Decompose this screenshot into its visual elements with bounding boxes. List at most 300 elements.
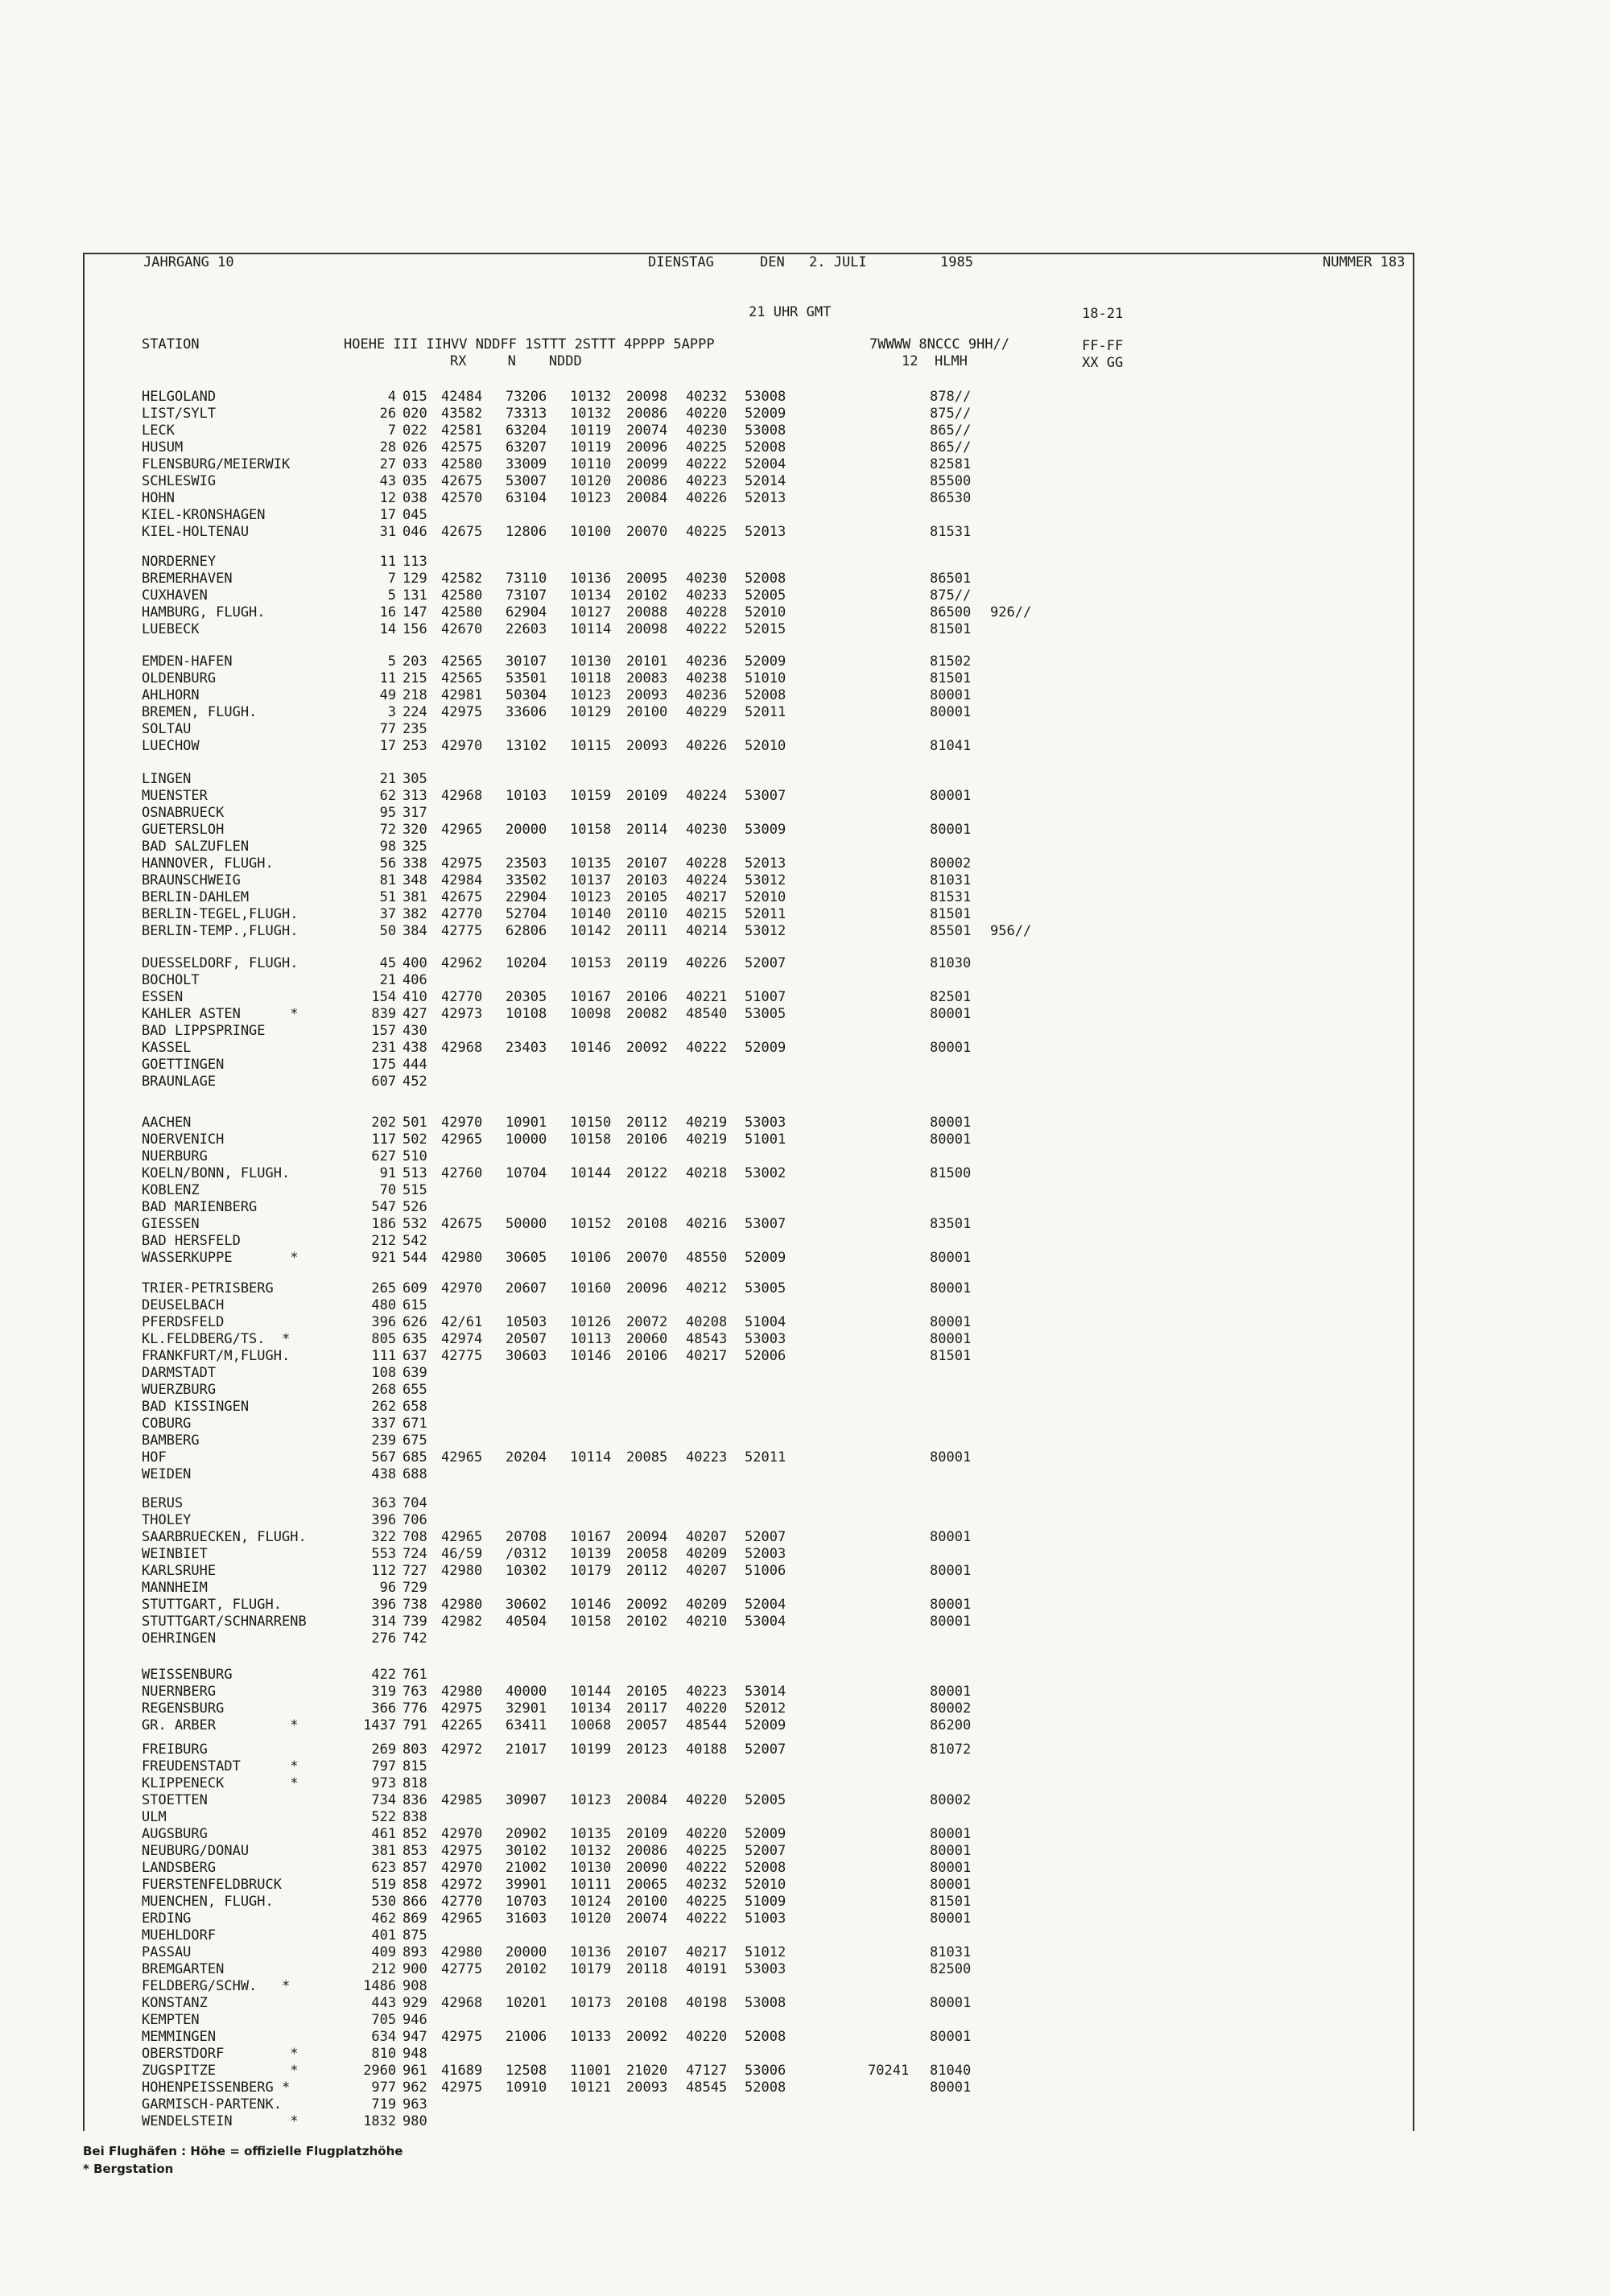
station-value: 269 — [371, 1742, 397, 1758]
station-value: 791 — [402, 1717, 427, 1733]
station-name: KIEL-HOLTENAU — [142, 524, 250, 540]
station-value: 20110 — [626, 906, 668, 922]
station-value: 10119 — [570, 423, 612, 439]
station-value: 80001 — [930, 1115, 972, 1131]
station-value: 10135 — [570, 1826, 612, 1842]
station-value: 10113 — [570, 1331, 612, 1347]
station-value: 265 — [371, 1280, 397, 1296]
station-value: 42581 — [441, 423, 483, 439]
station-value: 49 — [379, 687, 397, 703]
station-value: 547 — [371, 1199, 397, 1215]
station-value: 396 — [371, 1597, 397, 1613]
station-value: 10130 — [570, 1860, 612, 1876]
station-value: 20123 — [626, 1742, 668, 1758]
station-name: KARLSRUHE — [142, 1563, 217, 1579]
station-name: COBURG — [142, 1416, 192, 1432]
station-value: 10103 — [506, 788, 547, 804]
station-value: 42975 — [441, 1700, 483, 1717]
station-value: 111 — [371, 1348, 397, 1364]
station-value: 46/59 — [441, 1546, 483, 1562]
station-value: 218 — [402, 687, 427, 703]
station-value: 10106 — [570, 1250, 612, 1266]
station-value: 53005 — [745, 1280, 786, 1296]
station-value: 20112 — [626, 1563, 668, 1579]
station-value: 52009 — [745, 406, 786, 422]
station-value: 86530 — [930, 490, 972, 506]
station-value: 40198 — [686, 1995, 728, 2011]
station-value: 839 — [371, 1006, 397, 1022]
station-value: 20093 — [626, 738, 668, 754]
station-value: 52011 — [745, 1449, 786, 1465]
station-value: 52014 — [745, 473, 786, 489]
station-value: 53007 — [745, 1216, 786, 1232]
station-value: 11001 — [570, 2063, 612, 2079]
station-value: 900 — [402, 1961, 427, 1977]
station-value: 615 — [402, 1297, 427, 1313]
station-value: 81531 — [930, 889, 972, 905]
station-value: 62 — [379, 788, 397, 804]
station-value: 20102 — [506, 1961, 547, 1977]
station-value: 20098 — [626, 389, 668, 405]
station-value: 2960 — [363, 2063, 397, 2079]
station-value: 70 — [379, 1182, 397, 1198]
station-value: 409 — [371, 1944, 397, 1960]
station-value: 857 — [402, 1860, 427, 1876]
station-value: 10129 — [570, 704, 612, 720]
station-name: PASSAU — [142, 1944, 192, 1960]
station-value: 30907 — [506, 1792, 547, 1808]
station-value: 609 — [402, 1280, 427, 1296]
station-value: 20708 — [506, 1529, 547, 1545]
station-value: 239 — [371, 1432, 397, 1449]
station-name: KONSTANZ — [142, 1995, 208, 2011]
station-name: GIESSEN — [142, 1216, 200, 1232]
station-value: 671 — [402, 1416, 427, 1432]
station-name: WENDELSTEIN * — [142, 2113, 299, 2129]
station-value: 10160 — [570, 1280, 612, 1296]
station-name: BAD HERSFELD — [142, 1233, 241, 1249]
station-value: 112 — [371, 1563, 397, 1579]
station-value: 131 — [402, 587, 427, 604]
station-value: 658 — [402, 1399, 427, 1415]
station-value: 40504 — [506, 1614, 547, 1630]
station-value: 853 — [402, 1843, 427, 1859]
station-value: 838 — [402, 1809, 427, 1825]
station-value: 20106 — [626, 1348, 668, 1364]
station-value: 10144 — [570, 1684, 612, 1700]
station-value: 980 — [402, 2113, 427, 2129]
station-value: 348 — [402, 872, 427, 888]
station-value: 23403 — [506, 1040, 547, 1056]
station-name: DEUSELBACH — [142, 1297, 225, 1313]
station-name: OLDENBURG — [142, 670, 217, 686]
station-value: 253 — [402, 738, 427, 754]
station-value: 80001 — [930, 1040, 972, 1056]
station-value: 212 — [371, 1961, 397, 1977]
station-value: 427 — [402, 1006, 427, 1022]
weekday: DIENSTAG — [648, 254, 714, 270]
station-value: 046 — [402, 524, 427, 540]
station-value: 40223 — [686, 1684, 728, 1700]
station-value: 53003 — [745, 1115, 786, 1131]
station-value: 42980 — [441, 1250, 483, 1266]
station-value: 52008 — [745, 439, 786, 455]
station-value: 40220 — [686, 406, 728, 422]
station-value: 40210 — [686, 1614, 728, 1630]
station-value: 42980 — [441, 1944, 483, 1960]
station-value: 40233 — [686, 587, 728, 604]
station-value: 81031 — [930, 1944, 972, 1960]
station-value: 20122 — [626, 1165, 668, 1181]
station-value: 10127 — [570, 604, 612, 620]
station-value: 80001 — [930, 1314, 972, 1330]
station-value: 21006 — [506, 2029, 547, 2045]
station-value: 10123 — [570, 687, 612, 703]
station-value: 52013 — [745, 524, 786, 540]
station-value: 80001 — [930, 704, 972, 720]
station-value: 381 — [402, 889, 427, 905]
station-value: 10108 — [506, 1006, 547, 1022]
station-value: 40226 — [686, 738, 728, 754]
station-value: 40229 — [686, 704, 728, 720]
station-value: 10901 — [506, 1115, 547, 1131]
station-value: 20108 — [626, 1995, 668, 2011]
station-name: BAMBERG — [142, 1432, 200, 1449]
station-value: 80001 — [930, 1826, 972, 1842]
station-value: 53002 — [745, 1165, 786, 1181]
station-value: 80001 — [930, 1614, 972, 1630]
station-name: BRAUNLAGE — [142, 1074, 217, 1090]
column-codes-sub: RX N NDDD — [450, 353, 582, 369]
station-value: 52008 — [745, 687, 786, 703]
station-value: 708 — [402, 1529, 427, 1545]
station-value: 40222 — [686, 1911, 728, 1927]
station-value: 42984 — [441, 872, 483, 888]
station-value: 42582 — [441, 571, 483, 587]
station-value: 48543 — [686, 1331, 728, 1347]
station-name: GOETTINGEN — [142, 1057, 225, 1073]
station-name: KOELN/BONN, FLUGH. — [142, 1165, 291, 1181]
station-name: FLENSBURG/MEIERWIK — [142, 456, 291, 472]
station-value: 045 — [402, 507, 427, 523]
station-value: 40219 — [686, 1132, 728, 1148]
station-value: 20092 — [626, 2029, 668, 2045]
station-value: 80001 — [930, 1006, 972, 1022]
station-value: 626 — [402, 1314, 427, 1330]
station-value: 42972 — [441, 1877, 483, 1893]
station-value: 627 — [371, 1148, 397, 1164]
station-value: 42565 — [441, 670, 483, 686]
station-value: 40217 — [686, 1944, 728, 1960]
station-value: 022 — [402, 423, 427, 439]
station-value: 729 — [402, 1580, 427, 1596]
station-value: 81030 — [930, 955, 972, 971]
station-value: 42981 — [441, 687, 483, 703]
station-value: 20099 — [626, 456, 668, 472]
station-value: 81501 — [930, 1894, 972, 1910]
station-value: 444 — [402, 1057, 427, 1073]
station-value: 026 — [402, 439, 427, 455]
station-value: 80001 — [930, 1911, 972, 1927]
station-value: 43582 — [441, 406, 483, 422]
station-value: 77 — [379, 721, 397, 737]
station-value: 10133 — [570, 2029, 612, 2045]
station-value: 40228 — [686, 604, 728, 620]
station-value: 400 — [402, 955, 427, 971]
station-name: WASSERKUPPE * — [142, 1250, 299, 1266]
station-name: KAHLER ASTEN * — [142, 1006, 299, 1022]
station-value: 95 — [379, 805, 397, 821]
station-value: 10199 — [570, 1742, 612, 1758]
station-name: BERLIN-TEMP.,FLUGH. — [142, 923, 299, 939]
station-value: 40222 — [686, 1040, 728, 1056]
station-value: 42675 — [441, 1216, 483, 1232]
station-value: 40232 — [686, 389, 728, 405]
station-value: 40224 — [686, 872, 728, 888]
station-name: BAD MARIENBERG — [142, 1199, 258, 1215]
station-value: 865// — [930, 423, 972, 439]
station-value: 20058 — [626, 1546, 668, 1562]
station-value: 42775 — [441, 923, 483, 939]
station-value: 20095 — [626, 571, 668, 587]
station-name: GR. ARBER * — [142, 1717, 299, 1733]
station-value: 382 — [402, 906, 427, 922]
station-value: 53003 — [745, 1961, 786, 1977]
station-value: 53008 — [745, 1995, 786, 2011]
station-name: LUECHOW — [142, 738, 200, 754]
station-value: 40207 — [686, 1529, 728, 1545]
station-name: BOCHOLT — [142, 972, 200, 988]
station-value: 50 — [379, 923, 397, 939]
station-value: 526 — [402, 1199, 427, 1215]
station-name: LUEBECK — [142, 621, 200, 637]
station-value: 62806 — [506, 923, 547, 939]
station-value: 42972 — [441, 1742, 483, 1758]
station-value: 10130 — [570, 653, 612, 670]
station-value: 1832 — [363, 2113, 397, 2129]
station-value: 42968 — [441, 788, 483, 804]
station-value: 50304 — [506, 687, 547, 703]
station-value: 73107 — [506, 587, 547, 604]
station-value: 20607 — [506, 1280, 547, 1296]
year: 1985 — [940, 254, 973, 270]
station-value: 20000 — [506, 822, 547, 838]
station-value: 40225 — [686, 524, 728, 540]
station-value: 42975 — [441, 855, 483, 872]
station-value: 52004 — [745, 456, 786, 472]
station-name: SAARBRUECKEN, FLUGH. — [142, 1529, 307, 1545]
station-value: 20085 — [626, 1449, 668, 1465]
station-value: 40230 — [686, 423, 728, 439]
station-value: 52007 — [745, 955, 786, 971]
station-value: 438 — [402, 1040, 427, 1056]
station-value: 81072 — [930, 1742, 972, 1758]
station-value: 40236 — [686, 687, 728, 703]
station-value: 52015 — [745, 621, 786, 637]
station-value: 37 — [379, 906, 397, 922]
station-value: 50000 — [506, 1216, 547, 1232]
station-value: 42974 — [441, 1331, 483, 1347]
station-value: 42965 — [441, 1132, 483, 1148]
station-value: 20108 — [626, 1216, 668, 1232]
station-value: 542 — [402, 1233, 427, 1249]
station-value: 80002 — [930, 1792, 972, 1808]
station-value: 30107 — [506, 653, 547, 670]
station-value: 52012 — [745, 1700, 786, 1717]
station-name: BAD LIPPSPRINGE — [142, 1023, 266, 1039]
station-value: 215 — [402, 670, 427, 686]
column-codes: HOEHE III IIHVV NDDFF 1STTT 2STTT 4PPPP 5APPP — [344, 336, 715, 352]
column-wind-sub: XX GG — [1082, 355, 1124, 371]
station-value: 607 — [371, 1074, 397, 1090]
station-value: 035 — [402, 473, 427, 489]
issue-number: NUMMER 183 — [1323, 254, 1406, 270]
station-value: 80001 — [930, 2080, 972, 2096]
station-value: 10118 — [570, 670, 612, 686]
station-value: 45 — [379, 955, 397, 971]
station-value: 734 — [371, 1792, 397, 1808]
station-value: 22603 — [506, 621, 547, 637]
station-value: 51012 — [745, 1944, 786, 1960]
station-value: 156 — [402, 621, 427, 637]
station-value: 20092 — [626, 1040, 668, 1056]
station-value: 52013 — [745, 855, 786, 872]
station-value: 48544 — [686, 1717, 728, 1733]
station-value: 17 — [379, 507, 397, 523]
station-value: 117 — [371, 1132, 397, 1148]
station-value: 42968 — [441, 1995, 483, 2011]
station-value: 40218 — [686, 1165, 728, 1181]
station-value: 73206 — [506, 389, 547, 405]
column-wind: FF-FF — [1082, 338, 1124, 354]
station-value: 338 — [402, 855, 427, 872]
station-value: 20060 — [626, 1331, 668, 1347]
station-value: 40230 — [686, 822, 728, 838]
station-name: KLIPPENECK * — [142, 1775, 299, 1791]
station-value: 40232 — [686, 1877, 728, 1893]
station-value: 42570 — [441, 490, 483, 506]
station-value: 80001 — [930, 1280, 972, 1296]
station-value: 86501 — [930, 571, 972, 587]
column-groups-right: 7WWWW 8NCCC 9HH// — [869, 336, 1009, 352]
station-value: 40238 — [686, 670, 728, 686]
station-value: 42770 — [441, 1894, 483, 1910]
station-value: 20088 — [626, 604, 668, 620]
station-value: 108 — [371, 1365, 397, 1381]
station-value: 40191 — [686, 1961, 728, 1977]
station-value: 32901 — [506, 1700, 547, 1717]
station-value: 929 — [402, 1995, 427, 2011]
station-name: LECK — [142, 423, 175, 439]
station-value: 878// — [930, 389, 972, 405]
station-value: 51006 — [745, 1563, 786, 1579]
station-value: 40223 — [686, 473, 728, 489]
station-value: 10136 — [570, 571, 612, 587]
station-value: 805 — [371, 1331, 397, 1347]
station-value: 53003 — [745, 1331, 786, 1347]
station-value: 015 — [402, 389, 427, 405]
station-value: 1437 — [363, 1717, 397, 1733]
station-value: 42970 — [441, 1280, 483, 1296]
station-value: 40188 — [686, 1742, 728, 1758]
station-value: 337 — [371, 1416, 397, 1432]
station-value: 175 — [371, 1057, 397, 1073]
station-value: 20098 — [626, 621, 668, 637]
station-value: 20107 — [626, 1944, 668, 1960]
station-value: 53014 — [745, 1684, 786, 1700]
station-name: DARMSTADT — [142, 1365, 217, 1381]
station-value: 20074 — [626, 423, 668, 439]
station-value: 51 — [379, 889, 397, 905]
station-value: 81501 — [930, 621, 972, 637]
station-value: 20086 — [626, 473, 668, 489]
station-name: BERLIN-DAHLEM — [142, 889, 250, 905]
station-value: 10201 — [506, 1995, 547, 2011]
station-value: 40220 — [686, 1792, 728, 1808]
volume-label: JAHRGANG 10 — [143, 254, 234, 270]
station-value: 7 — [387, 423, 397, 439]
station-value: 52008 — [745, 2080, 786, 2096]
station-value: 519 — [371, 1877, 397, 1893]
station-value: 803 — [402, 1742, 427, 1758]
station-value: 818 — [402, 1775, 427, 1791]
station-name: SCHLESWIG — [142, 473, 217, 489]
station-value: 033 — [402, 456, 427, 472]
station-value: 80001 — [930, 1995, 972, 2011]
station-value: 10144 — [570, 1165, 612, 1181]
station-value: 42975 — [441, 704, 483, 720]
station-value: 3 — [387, 704, 397, 720]
station-value: 51001 — [745, 1132, 786, 1148]
station-value: 42575 — [441, 439, 483, 455]
station-value: 96 — [379, 1580, 397, 1596]
station-value: 157 — [371, 1023, 397, 1039]
station-name: REGENSBURG — [142, 1700, 225, 1717]
column-station: STATION — [142, 336, 200, 352]
station-value: 20072 — [626, 1314, 668, 1330]
station-value: 704 — [402, 1495, 427, 1511]
station-value: 742 — [402, 1630, 427, 1647]
station-value: 40220 — [686, 1700, 728, 1717]
station-value: 513 — [402, 1165, 427, 1181]
station-name: LINGEN — [142, 771, 192, 787]
station-value: 961 — [402, 2063, 427, 2079]
station-value: 42/61 — [441, 1314, 483, 1330]
station-value: 40217 — [686, 1348, 728, 1364]
station-value: 52010 — [745, 889, 786, 905]
station-value: 42965 — [441, 1449, 483, 1465]
station-value: 52008 — [745, 2029, 786, 2045]
station-value: 363 — [371, 1495, 397, 1511]
station-value: 10136 — [570, 1944, 612, 1960]
station-value: 52010 — [745, 738, 786, 754]
station-value: 10179 — [570, 1563, 612, 1579]
station-name: FELDBERG/SCHW. * — [142, 1978, 291, 1994]
station-value: 82501 — [930, 989, 972, 1005]
station-value: 42970 — [441, 738, 483, 754]
station-value: 53007 — [506, 473, 547, 489]
station-value: 10111 — [570, 1877, 612, 1893]
station-value: 10132 — [570, 389, 612, 405]
station-value: 532 — [402, 1216, 427, 1232]
station-value: 42968 — [441, 1040, 483, 1056]
station-value: 452 — [402, 1074, 427, 1090]
station-value: 724 — [402, 1546, 427, 1562]
station-value: 738 — [402, 1597, 427, 1613]
station-value: 655 — [402, 1382, 427, 1398]
station-value: 80001 — [930, 1684, 972, 1700]
station-name: THOLEY — [142, 1512, 192, 1528]
